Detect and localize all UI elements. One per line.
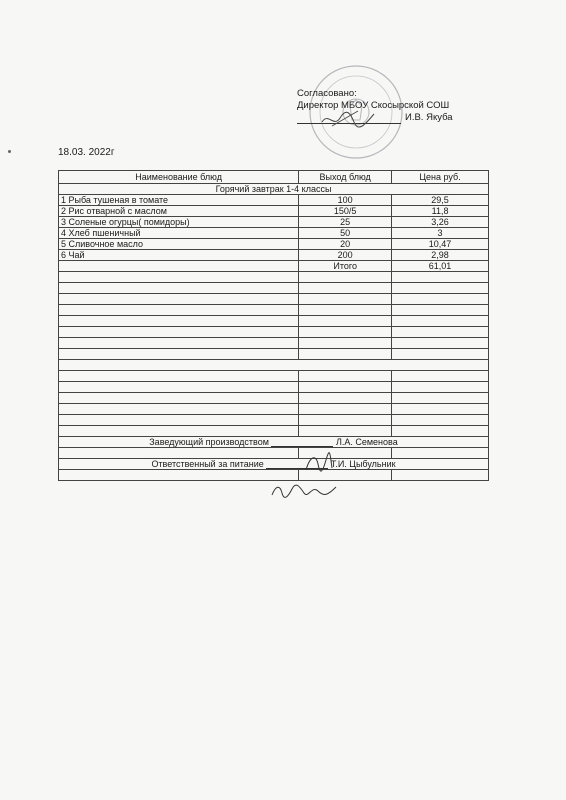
director-signature xyxy=(318,108,378,130)
manager-signature xyxy=(300,452,336,476)
dish-name: 4 Хлеб пшеничный xyxy=(59,228,299,239)
empty-row xyxy=(59,294,489,305)
empty-row xyxy=(59,327,489,338)
responsible-signature xyxy=(268,481,340,501)
manager-signature-cell xyxy=(59,437,489,448)
empty-row xyxy=(59,338,489,349)
dish-name: 5 Сливочное масло xyxy=(59,239,299,250)
empty-row xyxy=(59,360,489,371)
responsible-label: Ответственный за питание xyxy=(151,459,264,469)
dish-price: 11,8 xyxy=(392,206,489,217)
table-row xyxy=(59,250,489,261)
empty-row xyxy=(59,415,489,426)
empty-row xyxy=(59,283,489,294)
total-value: 61,01 xyxy=(392,261,489,272)
approval-director: Директор МБОУ Скосырской СОШ xyxy=(297,100,450,111)
empty-row xyxy=(59,404,489,415)
dish-yield: 100 xyxy=(299,195,392,206)
empty-row xyxy=(59,349,489,360)
header-dish: Наименование блюд xyxy=(59,171,299,184)
dish-yield: 200 xyxy=(299,250,392,261)
approval-heading: Согласовано: xyxy=(297,88,357,99)
empty-row xyxy=(59,272,489,283)
dish-name: 3 Соленые огурцы( помидоры) xyxy=(59,217,299,228)
empty-row xyxy=(59,382,489,393)
menu-table xyxy=(58,170,489,481)
dish-yield: 20 xyxy=(299,239,392,250)
dish-yield: 150/5 xyxy=(299,206,392,217)
table-row xyxy=(59,217,489,228)
total-row xyxy=(59,261,489,272)
responsible-signature-row xyxy=(59,459,489,470)
responsible-name: Т.И. Цыбульник xyxy=(330,459,396,469)
empty-row xyxy=(59,371,489,382)
header-yield: Выход блюд xyxy=(299,171,392,184)
manager-name: Л.А. Семенова xyxy=(335,437,398,447)
table-row xyxy=(59,239,489,250)
approval-signer: И.В. Якуба xyxy=(405,112,453,123)
dish-yield: 50 xyxy=(299,228,392,239)
empty-row xyxy=(59,448,489,459)
table-row xyxy=(59,206,489,217)
dish-yield: 25 xyxy=(299,217,392,228)
dish-price: 3 xyxy=(392,228,489,239)
empty-row xyxy=(59,316,489,327)
empty-row xyxy=(59,305,489,316)
dish-price: 3,26 xyxy=(392,217,489,228)
dish-name: 1 Рыба тушеная в томате xyxy=(59,195,299,206)
header-price: Цена руб. xyxy=(392,171,489,184)
dish-price: 2,98 xyxy=(392,250,489,261)
dish-price: 29,5 xyxy=(392,195,489,206)
total-label: Итого xyxy=(299,261,392,272)
total-empty-cell xyxy=(59,261,299,272)
document-date: 18.03. 2022г xyxy=(58,147,115,158)
table-header-row xyxy=(59,171,489,184)
empty-row xyxy=(59,426,489,437)
dish-price: 10,47 xyxy=(392,239,489,250)
manager-signature-row xyxy=(59,437,489,448)
section-row xyxy=(59,184,489,195)
manager-label: Заведующий производством xyxy=(149,437,269,447)
dish-name: 6 Чай xyxy=(59,250,299,261)
table-row xyxy=(59,228,489,239)
manager-signature-underline xyxy=(271,437,333,447)
empty-row xyxy=(59,393,489,404)
responsible-signature-cell xyxy=(59,459,489,470)
section-title: Горячий завтрак 1-4 классы xyxy=(59,184,489,195)
scan-speck xyxy=(8,150,11,153)
dish-name: 2 Рис отварной с маслом xyxy=(59,206,299,217)
table-row xyxy=(59,195,489,206)
empty-row xyxy=(59,470,489,481)
